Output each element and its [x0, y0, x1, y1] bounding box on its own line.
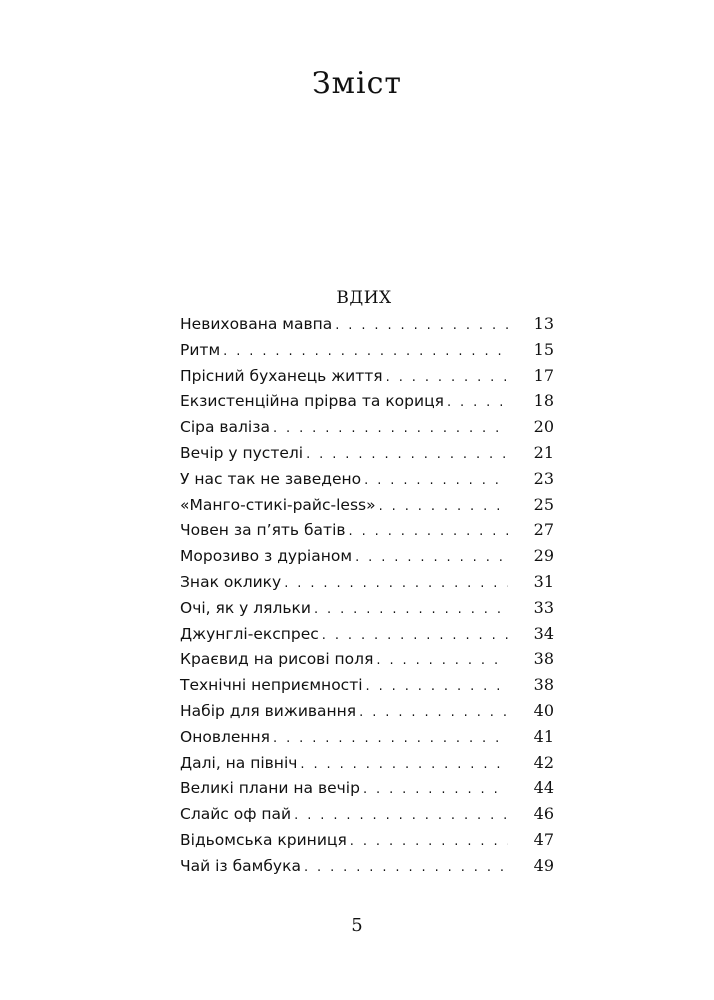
toc-entry-title: Морозиво з дуріаном [180, 547, 353, 566]
toc-entry-title: Слайс оф пай [180, 805, 292, 824]
dot-leader [363, 777, 508, 803]
toc-entry-page: 49 [533, 855, 554, 875]
dot-leader [350, 829, 508, 855]
dot-leader [273, 726, 508, 752]
page-number: 5 [351, 915, 363, 936]
toc-entry[interactable] [180, 595, 554, 621]
toc-entry[interactable] [180, 492, 554, 518]
dot-leader [304, 855, 508, 881]
toc-entry[interactable] [180, 543, 554, 569]
toc-entry-page: 21 [533, 442, 554, 462]
toc-list [180, 311, 554, 879]
dot-leader [364, 468, 508, 494]
table-of-contents [180, 285, 554, 879]
dot-leader [284, 571, 508, 597]
toc-entry-page: 29 [533, 546, 554, 566]
toc-entry-title: Краєвид на рисові поля [180, 650, 374, 669]
toc-entry[interactable] [180, 414, 554, 440]
toc-entry[interactable] [180, 724, 554, 750]
dot-leader [223, 339, 508, 365]
toc-entry[interactable] [180, 388, 554, 414]
toc-entry-title: Оновлення [180, 727, 270, 746]
toc-entry-page: 20 [533, 417, 554, 437]
toc-entry-title: Човен за п’ять батів [180, 521, 346, 540]
toc-entry-title: Знак оклику [180, 572, 282, 591]
toc-entry-page: 46 [533, 804, 554, 824]
toc-entry[interactable] [180, 750, 554, 776]
toc-entry-page: 18 [533, 391, 554, 411]
toc-entry-title: Джунглі-експрес [180, 624, 319, 643]
dot-leader [386, 365, 508, 391]
toc-entry-page: 31 [533, 571, 554, 591]
toc-entry-page: 27 [533, 520, 554, 540]
dot-leader [349, 519, 508, 545]
toc-entry[interactable] [180, 672, 554, 698]
toc-entry-page: 34 [533, 623, 554, 643]
toc-entry[interactable] [180, 517, 554, 543]
page-title: Зміст [311, 66, 403, 101]
toc-entry-page: 15 [533, 339, 554, 359]
toc-entry[interactable] [180, 698, 554, 724]
toc-entry[interactable] [180, 621, 554, 647]
toc-entry-page: 38 [533, 675, 554, 695]
toc-entry-title: Прісний буханець життя [180, 366, 383, 385]
dot-leader [335, 313, 508, 339]
dot-leader [314, 597, 508, 623]
toc-entry[interactable] [180, 363, 554, 389]
dot-leader [359, 700, 508, 726]
toc-entry-title: Невихована мавпа [180, 315, 333, 333]
dot-leader [379, 494, 508, 520]
toc-entry[interactable] [180, 775, 554, 801]
toc-entry-title: Екзистенційна прірва та кориця [180, 392, 444, 411]
toc-entry[interactable] [180, 466, 554, 492]
section-heading: ВДИХ [336, 288, 392, 308]
toc-entry-title: «Манго-стикі-райс-less» [180, 495, 376, 514]
toc-entry-page: 38 [533, 649, 554, 669]
toc-entry-page: 25 [533, 494, 554, 514]
toc-entry[interactable] [180, 646, 554, 672]
toc-entry-title: Очі, як у ляльки [180, 598, 311, 617]
toc-entry[interactable] [180, 853, 554, 879]
toc-entry-title: Відьомська криниця [180, 830, 347, 849]
toc-entry[interactable] [180, 827, 554, 853]
dot-leader [447, 390, 508, 416]
toc-entry-page: 17 [533, 365, 554, 385]
toc-entry-page: 47 [533, 829, 554, 849]
dot-leader [376, 648, 508, 674]
dot-leader [306, 442, 508, 468]
toc-entry-title: Сіра валіза [180, 418, 270, 437]
dot-leader [322, 623, 508, 649]
toc-entry-title: Вечір у пустелі [180, 443, 304, 462]
toc-entry-page: 41 [533, 726, 554, 746]
dot-leader [273, 416, 508, 442]
dot-leader [294, 803, 508, 829]
toc-entry[interactable] [180, 337, 554, 363]
toc-entry-title: У нас так не заведено [180, 469, 362, 488]
toc-entry-page: 40 [533, 700, 554, 720]
toc-entry-page: 33 [533, 597, 554, 617]
toc-entry-title: Далі, на північ [180, 753, 298, 772]
toc-entry[interactable] [180, 569, 554, 595]
dot-leader [366, 674, 508, 700]
dot-leader [300, 752, 508, 778]
toc-entry-page: 23 [533, 468, 554, 488]
toc-entry[interactable] [180, 440, 554, 466]
toc-entry-page: 13 [533, 314, 554, 333]
toc-entry-title: Великі плани на вечір [180, 779, 360, 798]
dot-leader [355, 545, 508, 571]
toc-entry-page: 44 [533, 778, 554, 798]
toc-entry[interactable] [180, 311, 554, 337]
toc-entry-title: Набір для виживання [180, 701, 357, 720]
toc-entry-title: Технічні неприємності [180, 676, 363, 695]
toc-entry-page: 42 [533, 752, 554, 772]
toc-entry-title: Чай із бамбука [180, 856, 301, 875]
toc-entry-title: Ритм [180, 340, 221, 359]
toc-entry[interactable] [180, 801, 554, 827]
